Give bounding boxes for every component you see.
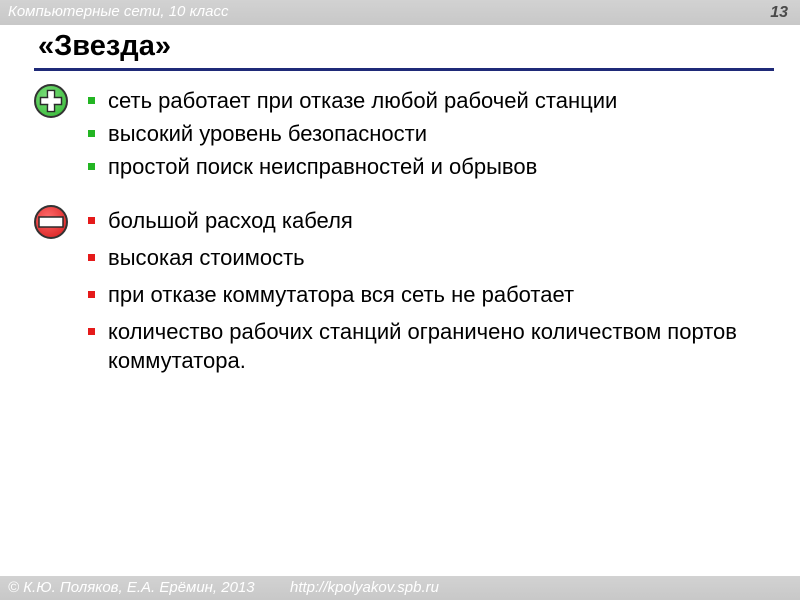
cons-item-text: при отказе коммутатора вся сеть не работает [108, 282, 575, 307]
cons-item-text: количество рабочих станций ограничено количеством портов коммутатора. [108, 319, 737, 373]
list-item [88, 280, 800, 309]
pros-item-text: высокий уровень безопасности [108, 121, 427, 146]
course-title: Компьютерные сети, 10 класс [8, 3, 229, 20]
list-item [88, 317, 800, 375]
bullet-marker [88, 291, 95, 298]
minus-icon [34, 205, 68, 239]
slide-number: 13 [770, 4, 788, 21]
list-item [88, 206, 800, 235]
footer-url[interactable]: http://kpolyakov.spb.ru [290, 579, 439, 596]
cons-item-text: большой расход кабеля [108, 208, 353, 233]
cons-item-text: высокая стоимость [108, 245, 305, 270]
cons-list [88, 206, 800, 383]
list-item [88, 86, 617, 115]
bullet-marker [88, 130, 95, 137]
bullet-marker [88, 328, 95, 335]
header-bar [0, 0, 800, 25]
bullet-marker [88, 97, 95, 104]
plus-icon [34, 84, 68, 118]
slide-title: «Звезда» [38, 30, 171, 62]
bullet-marker [88, 163, 95, 170]
footer-authors: © К.Ю. Поляков, Е.А. Ерёмин, 2013 [8, 579, 255, 596]
list-item [88, 152, 617, 181]
list-item [88, 119, 617, 148]
pros-item-text: простой поиск неисправностей и обрывов [108, 154, 538, 179]
pros-item-text: сеть работает при отказе любой рабочей станции [108, 88, 618, 113]
title-underline [34, 68, 774, 71]
bullet-marker [88, 217, 95, 224]
list-item [88, 243, 800, 272]
pros-list [88, 86, 617, 185]
footer-bar [0, 576, 800, 600]
bullet-marker [88, 254, 95, 261]
